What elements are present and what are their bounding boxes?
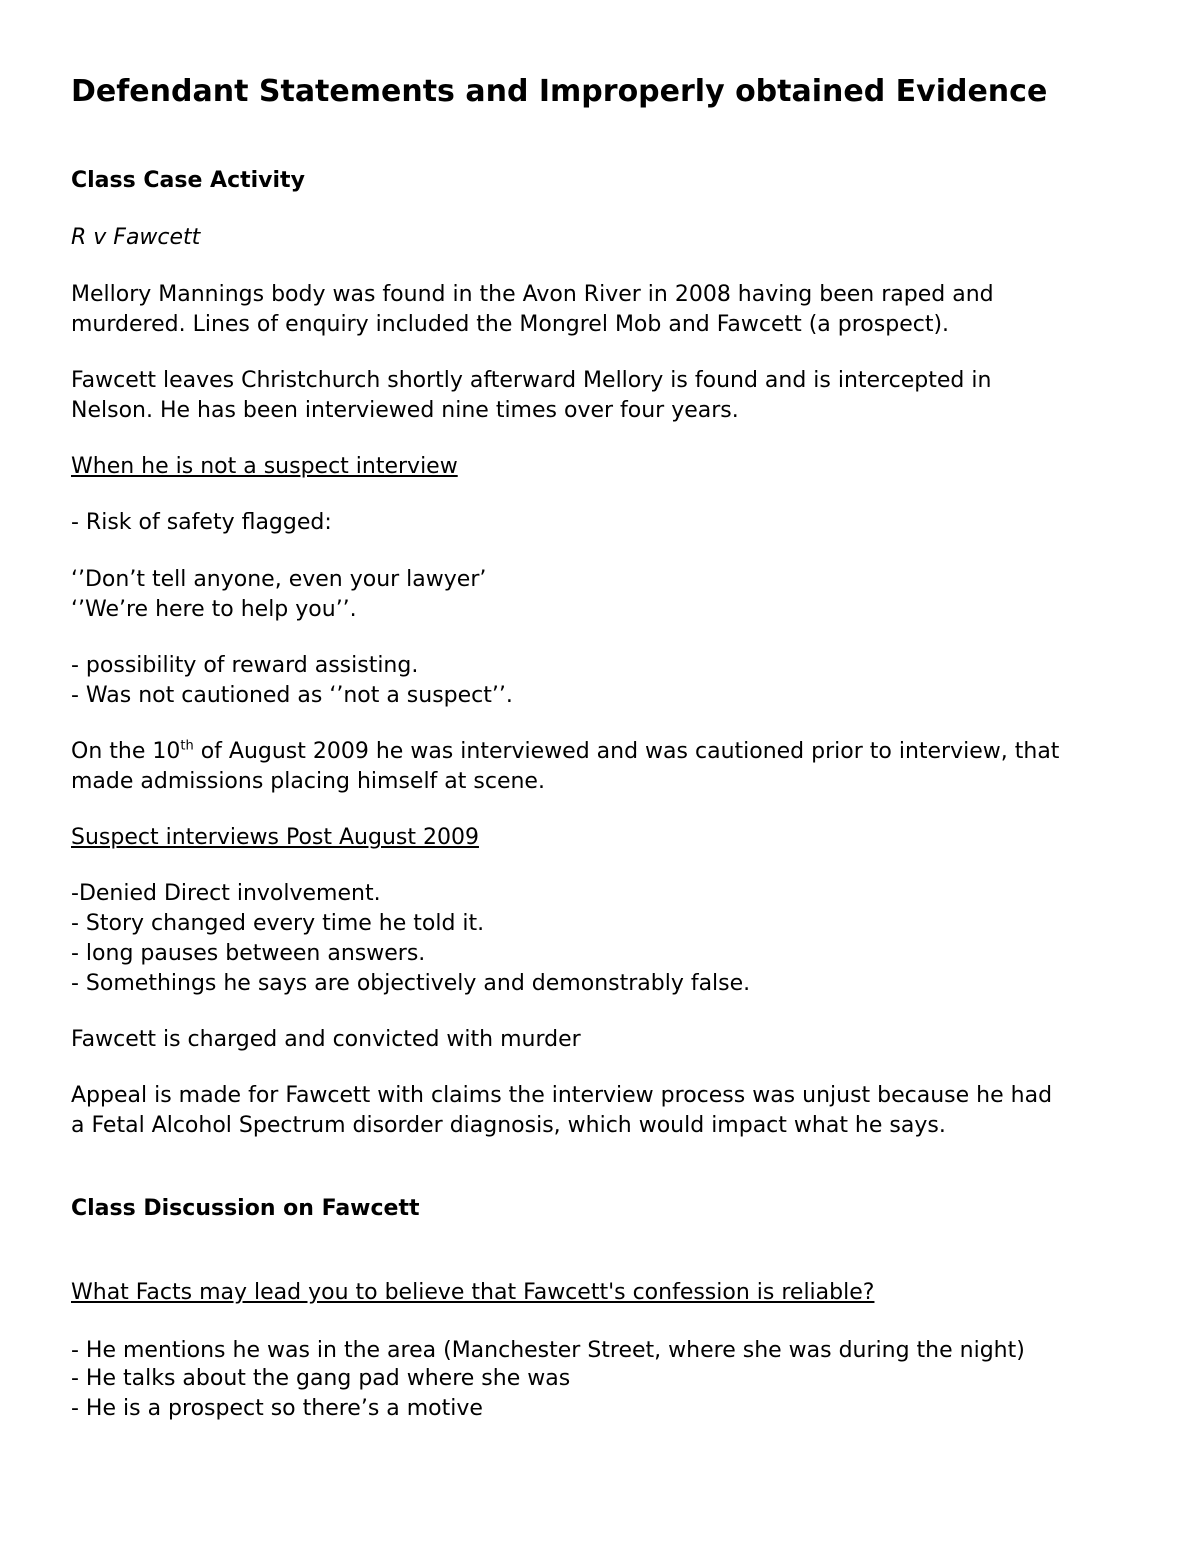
bullet-item: - long pauses between answers. (71, 941, 426, 966)
paragraph-line: Fawcett is charged and convicted with murder (71, 1027, 581, 1052)
discussion-heading: Class Discussion on Fawcett (71, 1196, 420, 1221)
paragraph-line: Appeal is made for Fawcett with claims the interview process was unjust because he had (71, 1083, 1053, 1108)
quote-line: ‘’We’re here to help you’’. (71, 597, 357, 622)
bullet-item: - Story changed every time he told it. (71, 911, 485, 936)
para3-superscript: th (180, 738, 194, 754)
case-name: R v Fawcett (71, 225, 201, 250)
risk-line: - Risk of safety flagged: (71, 510, 332, 535)
quote-line: ‘’Don’t tell anyone, even your lawyer’ (71, 567, 487, 592)
subheading-suspect-interviews: Suspect interviews Post August 2009 (71, 825, 479, 850)
paragraph-line: made admissions placing himself at scene. (71, 769, 545, 794)
subheading-not-suspect: When he is not a suspect interview (71, 454, 458, 479)
para3-post: of August 2009 he was interviewed and was cautioned prior to interview, that (193, 739, 1060, 764)
paragraph-line (71, 737, 1059, 767)
bullet-item: - He talks about the gang pad where she was (71, 1366, 571, 1391)
paragraph-line: a Fetal Alcohol Spectrum disorder diagnosis, which would impact what he says. (71, 1113, 946, 1138)
paragraph-line: Mellory Mannings body was found in the Avon River in 2008 having been raped and (71, 282, 994, 307)
bullet-item: - Somethings he says are objectively and demonstrably false. (71, 971, 751, 996)
paragraph-line: murdered. Lines of enquiry included the Mongrel Mob and Fawcett (a prospect). (71, 312, 950, 337)
bullet-item: - possibility of reward assisting. (71, 653, 419, 678)
bullet-item: - Was not cautioned as ‘’not a suspect’’. (71, 683, 513, 708)
document-title: Defendant Statements and Improperly obtained Evidence (71, 74, 1048, 109)
bullet-item: -Denied Direct involvement. (71, 881, 381, 906)
activity-heading: Class Case Activity (71, 168, 305, 193)
discussion-question: What Facts may lead you to believe that Fawcett's confession is reliable? (71, 1280, 875, 1305)
para3-pre: On the 10 (71, 739, 181, 764)
paragraph-line: Nelson. He has been interviewed nine times over four years. (71, 398, 739, 423)
bullet-item: - He is a prospect so there’s a motive (71, 1396, 483, 1421)
bullet-item: - He mentions he was in the area (Manchester Street, where she was during the night) (71, 1338, 1025, 1363)
paragraph-line: Fawcett leaves Christchurch shortly afterward Mellory is found and is intercepted in (71, 368, 992, 393)
